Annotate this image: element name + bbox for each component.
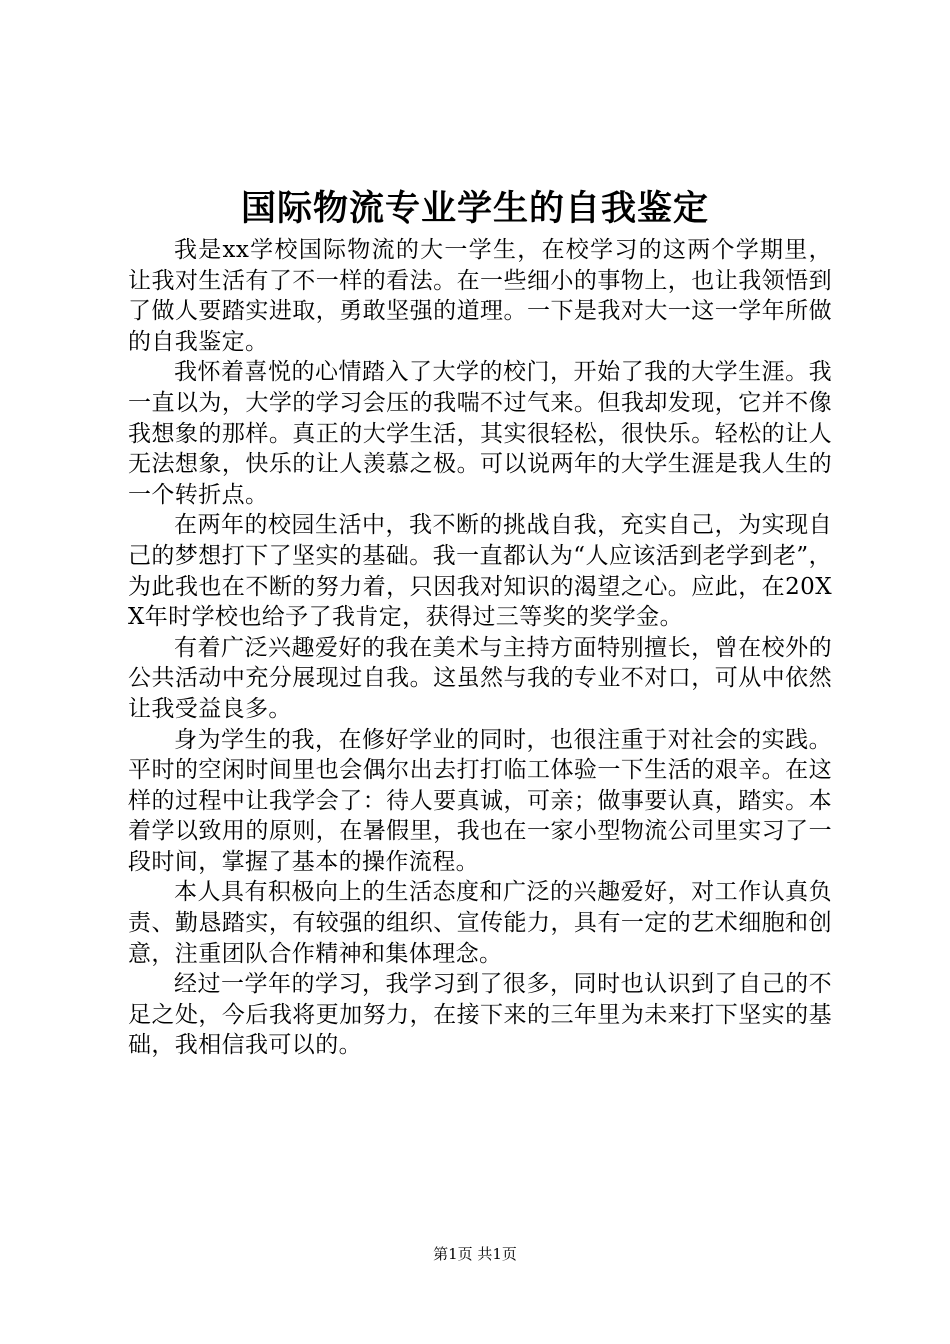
paragraph: 在两年的校园生活中，我不断的挑战自我，充实自己，为实现自己的梦想打下了坚实的基础。我一直都认为“人应该活到老学到老”，为此我也在不断的努力着，只因我对知识的渴望之心。应此，在20XX年时学校也给予了我肯定，获得过三等奖的奖学金。: [128, 512, 832, 631]
document-body: [128, 235, 832, 1061]
paragraph: 本人具有积极向上的生活态度和广泛的兴趣爱好，对工作认真负责、勤恳踏实，有较强的组织、宣传能力，具有一定的艺术细胞和创意，注重团队合作精神和集体理念。: [128, 879, 832, 967]
paragraph: 我是xx学校国际物流的大一学生，在校学习的这两个学期里，让我对生活有了不一样的看法。在一些细小的事物上，也让我领悟到了做人要踏实进取，勇敢坚强的道理。一下是我对大一这一学年所做的自我鉴定。: [128, 237, 832, 355]
page-number-footer: 第1页 共1页: [433, 1245, 517, 1263]
document-title: 国际物流专业学生的自我鉴定: [240, 188, 709, 229]
paragraph: 有着广泛兴趣爱好的我在美术与主持方面特别擅长，曾在校外的公共活动中充分展现过自我。这虽然与我的专业不对口，可从中依然让我受益良多。: [128, 634, 832, 722]
paragraph: 经过一学年的学习，我学习到了很多，同时也认识到了自己的不足之处，今后我将更加努力，在接下来的三年里为未来打下坚实的基础，我相信我可以的。: [128, 971, 832, 1059]
paragraph: 我怀着喜悦的心情踏入了大学的校门，开始了我的大学生涯。我一直以为，大学的学习会压的我喘不过气来。但我却发现，它并不像我想象的那样。真正的大学生活，其实很轻松，很快乐。轻松的让人无法想象，快乐的让人羡慕之极。可以说两年的大学生涯是我人生的一个转折点。: [128, 359, 832, 508]
paragraph: 身为学生的我，在修好学业的同时，也很注重于对社会的实践。平时的空闲时间里也会偶尔出去打打临工体验一下生活的艰辛。在这样的过程中让我学会了：待人要真诚，可亲；做事要认真，踏实。本着学以致用的原则，在暑假里，我也在一家小型物流公司里实习了一段时间，掌握了基本的操作流程。: [128, 726, 832, 875]
